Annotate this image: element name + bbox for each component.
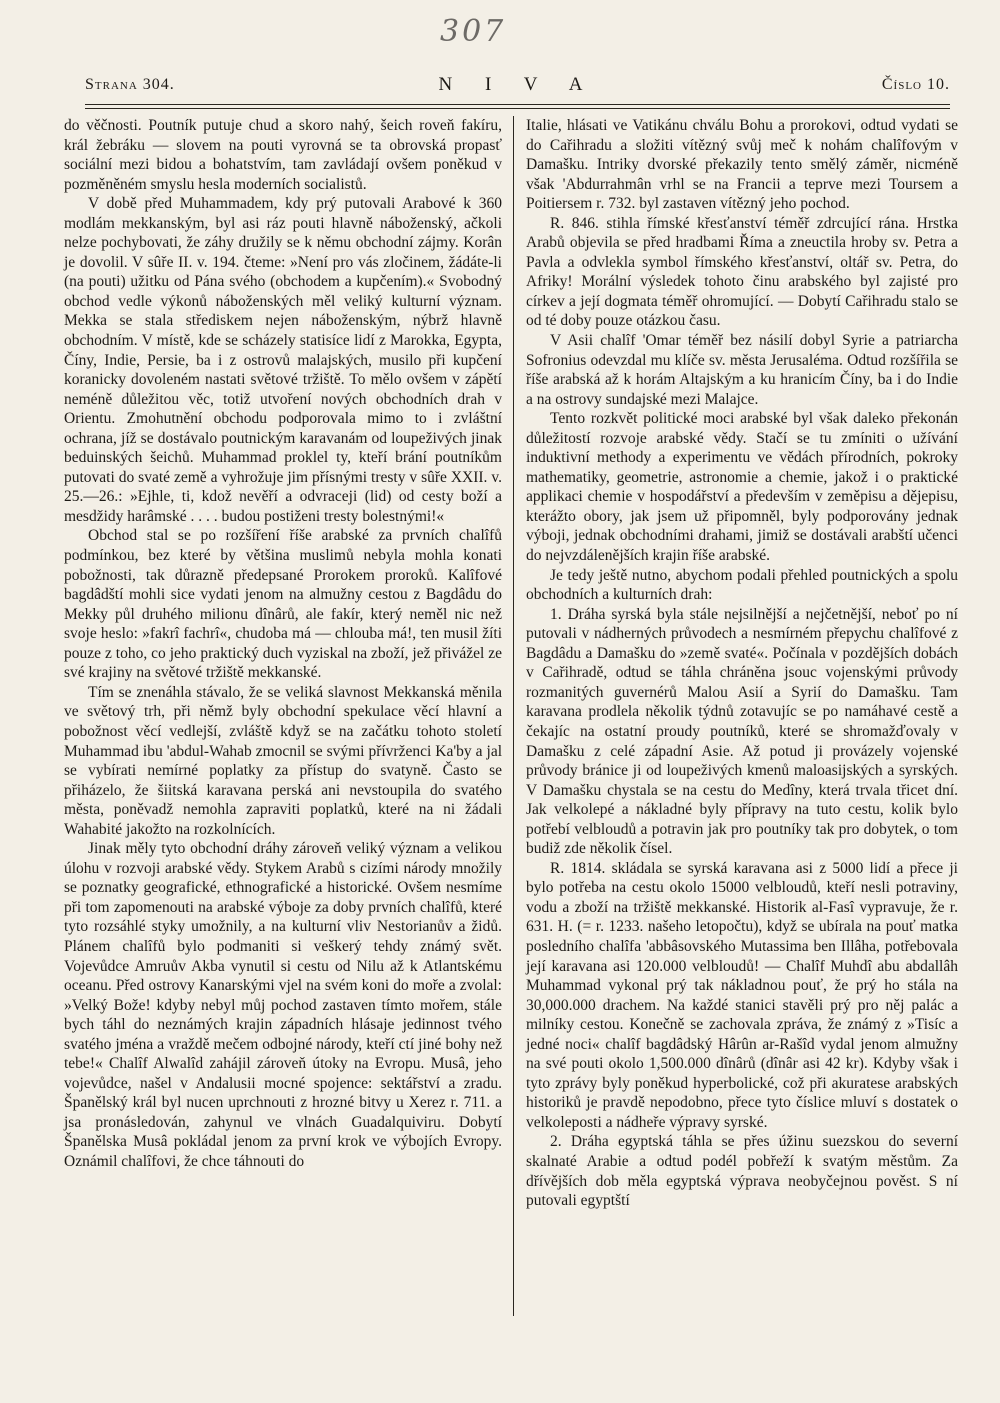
right-column <box>526 116 958 1211</box>
left-column <box>64 116 502 1172</box>
paragraph: Obchod stal se po rozšíření říše arabské za prvních chalîfů podmínkou, bez které by většina muslimů nebyla mohla konati pobožnosti, tak důrazně předepsané Prorokem proroků. Kalîfové bagdâdští mohli sice vydati jenom na almužny cestou z Bagdâdu do Mekky půl druhého milionu dînârů, ale fakír, který neměl nic než svoje heslo: »fakrî fachrî«, chudoba má — chlouba má!, ten musil žíti pouze z toho, co jeho praktický duch vyziskal na zboží, jež přivážel ze své krajiny na světové tržiště mekkanské. <box>64 527 502 682</box>
paragraph: 2. Dráha egyptská táhla se přes úžinu suezskou do severní skalnaté Arabie a odtud podél pobřeží k svatým městům. Za dřívějších dob měla egyptská výprava neobyčejnou pověst. S ní putovali egyptští <box>526 1133 958 1210</box>
paragraph: Jinak měly tyto obchodní dráhy zároveň veliký význam a velikou úlohu v rozvoji arabské vědy. Stykem Arabů s cizími národy množily se poznatky geografické, ethnografické a historické. Ovšem nesmíme při tom zapomenouti na arabské výboje za doby prvních chalîfů, které tyto rozsáhlé styky umožnily, a na kulturní vliv Nestorianův a židů. Plánem chalîfů bylo podmaniti si veškerý tehdy známý svět. Vojevůdce Amruův Akba vynutil si cestu od Nilu až k Atlantskému oceanu. Před ostrovy Kanarskými vjel na svém koni do moře a zvolal: »Velký Bože! kdyby nebyl můj pochod zastaven tímto mořem, stále bych táhl do neznámých krajin západních hlásaje jedinnost tvého svatého jména a vraždě mečem odbojné národy, kteří ctí jiné bohy než tebe!« Chalîf Alwalîd zahájil zároveň útoky na Evropu. Musâ, jeho vojevůdce, našel v Andalusii mocné spojence: sektářství a zradu. Španělský král byl nucen uprchnouti z hrozné bitvy u Xerez r. 711. a jsa pronásledován, zahynul ve vlnách Guadalquiviru. Dobytí Španělska Musâ pokládal jenom za první krok ve výbojích Evropy. Oznámil chalîfovi, že chce táhnouti do <box>64 840 502 1170</box>
column-divider <box>513 116 514 1316</box>
journal-title: N I V A <box>438 74 597 95</box>
paragraph: do věčnosti. Poutník putuje chud a skoro nahý, šeich roveň fakíru, král žebráku — slovem na pouti vyrovná se ta obrovská propasť sociální mezi bidou a bohatstvím, tam zavládají ovšem poněkud v pozměněném smyslu hesla moderních socialistů. <box>64 117 502 193</box>
paragraph: R. 846. stihla římské křesťanství téměř zdrcující rána. Hrstka Arabů objevila se před hradbami Říma a zneuctila hroby sv. Petra a Pavla a odvlekla symbol římského křesťanství, oltář sv. Petra, do Afriky! Morální výsledek tohoto činu arabského byl zajisté pro církev a její dogmata téměř ohromující. — Dobytí Cařihradu stalo se od té doby pouze otázkou času. <box>526 214 958 330</box>
paragraph: Tento rozkvět politické moci arabské byl však daleko překonán důležitostí rozvoje arabské vědy. Stačí se tu zmíniti o užívání induktivní methody a experimentu ve vědách přírodních, pokroky mathematiky, geometrie, astronomie a chemie, jakož i o praktické applikaci chemie v hospodářství a především v zeměpisu a dějepisu, kterážto obory, jak jsem už připomněl, byly podporovány jednak výboji, jednak obchodními drahami, jimiž se dostávali arabští učenci do nejvzdálenějších krajin říše arabské. <box>526 410 958 565</box>
paragraph: Tím se znenáhla stávalo, že se veliká slavnost Mekkanská měnila ve světový trh, při němž byly obchodní spekulace věcí hlavní a pobožnost věcí vedlejší, zvláště když se na začátku tohoto století Muhammad ibu 'abdul-Wahab zmocnil se svými přívrženci Ka'by a jal se vybírati nemírné poplatky za přístup do svatyně. Často se přiházelo, že šiitská karavana perská ani nevstoupila do svatého města, poněvadž nemohla zapraviti poplatků, které na ni žádali Wahabité jakožto na rozkolnících. <box>64 683 502 838</box>
paragraph: V době před Muhammadem, kdy prý putovali Arabové k 360 modlám mekkanským, byl asi ráz pouti hlavně náboženský, ačkoli nelze pochybovati, že záhy družily se k němu obchodní zájmy. Korân je dovolil. V sûře II. v. 194. čteme: »Není pro vás zločinem, žádáte-li (na pouti) užitku od Pána svého (obchodem a kupčením).« Svobodný obchod vedle výkonů náboženských měl veliký kulturní význam. Mekka se stala střediskem nejen náboženským, nýbrž hlavně obchodním. V místě, kde se scházely statisíce lidí z Marokka, Egypta, Číny, Indie, Persie, ba i z ostrovů malajských, musilo při kupčení koranicky dovoleném nastati světové tržiště. To mělo ovšem v zápětí neméně důležitou věc, totiž utvoření nových obchodních drah v Orientu. Zmohutnění obchodu podporovala mimo to i zvláštní ochrana, jíž se dostávalo poutnickým karavanám od loupeživých jinak beduinských šeichů. Muhammad proklel ty, kteří brání poutníkům putovati do svaté země a vyhrožuje jim přísnými tresty v sûře XXII. v. 25.—26.: »Ejhle, ti, kdož nevěří a odvraceji (lid) od cesty boží a mesdžidy harâmské . . . . budou postiženi tresty bolestnými!« <box>64 195 502 525</box>
page-header <box>85 76 950 104</box>
paragraph: 1. Dráha syrská byla stále nejsilnější a nejčetnější, neboť po ní putovali v nádherných průvodech a nesmírném přepychu chalîfové z Bagdâdu a Damašku do »země svaté«. Počínala v pozdějších dobách v Cařihradě, odtud se táhla chráněna jsouc vojenskými průvody rozmanitých guvernérů Malou Asií a Syrií do Damašku. Tam karavana prodlela několik týdnů zotavujíc se po namáhavé cestě a čekajíc na ostatní proudy poutníků, které se shromažďovaly v Damašku z celé západní Asie. Až potud ji provázely vojenské průvody bránice ji od loupeživých kmenů maloasijských a syrských. V Damašku chystala se na cestu do Medîny, která trvala třicet dní. Jak velkolepé a nákladné byly přípravy na tuto cestu, kolik bylo potřebí velbloudů a potravin jak pro poutníky tak pro dobytek, o tom budiž zde několik čísel. <box>526 605 958 858</box>
paragraph: V Asii chalîf 'Omar téměř bez násilí dobyl Syrie a patriarcha Sofronius odevzdal mu klíče sv. města Jerusaléma. Odtud rozšířila se říše arabská až k horám Altajským a ku hranicím Číny, ba i do Indie a na ostrovy sundajské mezi Malajce. <box>526 332 958 408</box>
handwritten-page-number: 307 <box>440 14 507 49</box>
paragraph: Je tedy ještě nutno, abychom podali přehled poutnických a spolu obchodních a kulturních drah: <box>526 566 958 604</box>
page-number-label: Strana 304. <box>85 76 175 93</box>
paragraph: R. 1814. skládala se syrská karavana asi z 5000 lidí a přece ji bylo potřeba na cestu okolo 15000 velbloudů, kteří nesli potraviny, vodu a zboží na tržiště mekkanské. Historik al-Fasî vypravuje, že r. 631. H. (= r. 1233. našeho letopočtu), když se ubírala na pouť matka posledního chalîfa 'abbâsovského Mutassima ben Illâha, potřebovala její karavana asi 120.000 velbloudů! — Chalîf Muhdî abu abdallâh Muhammad vykonal prý tak nákladnou pouť, že prý ho stála na 30,000.000 drachem. Na každé stanici stavěli prý pro něj palác a milníky cestou. Konečně se zachovala zpráva, že známý z »Tisíc a jedné noci« chalîf bagdâdský Hârûn ar-Rašîd vydal jenom almužny na své pouti okolo 1,500.000 dînârů (dînâr asi 42 kr). Kdyby však i tyto zprávy byly poněkud hyperbolické, což při akuratese arabských historiků je pravdě nepodobno, přece tyto číslice mluví s dostatek o velkoleposti a nádheře výpravy syrské. <box>526 859 958 1131</box>
header-rule-thin <box>85 108 950 109</box>
paragraph: Italie, hlásati ve Vatikánu chválu Bohu a prorokovi, odtud vydati se do Cařihradu a složiti vítězný svůj meč k nohám chalîfovým v Damašku. Intriky dvorské překazily tento smělý záměr, nicméně však 'Abdurrahmân vrhl se na Francii a teprve mezi Toursem a Poitiersem r. 732. byl zastaven vítězný jeho pochod. <box>526 117 958 213</box>
header-rule <box>85 104 950 105</box>
issue-number-label: Číslo 10. <box>881 76 950 93</box>
